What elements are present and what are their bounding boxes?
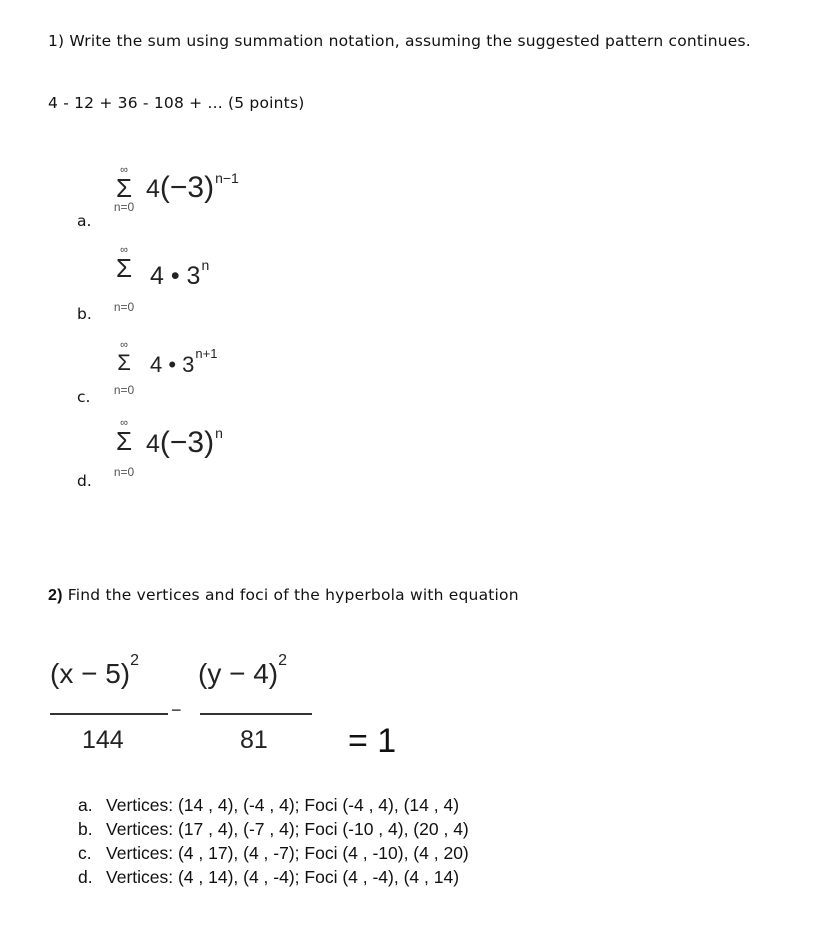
summation-symbol: ∞ Σ n=0 [113, 339, 135, 397]
fraction-2-denominator: 81 [240, 726, 268, 754]
fraction-1-bar [50, 713, 168, 715]
fraction-1-denominator: 144 [82, 726, 124, 754]
summation-symbol: ∞ Σ n=0 [113, 244, 135, 314]
fraction-2-bar [200, 713, 312, 715]
q1-option-d[interactable] [0, 415, 400, 495]
option-letter: b. [77, 305, 92, 323]
minus-sign: − [171, 700, 182, 720]
option-letter: a. [77, 212, 92, 230]
q1-option-a[interactable] [0, 160, 400, 235]
q1-option-b[interactable] [0, 243, 400, 323]
summation-symbol: ∞ Σ n=0 [113, 417, 135, 479]
summation-expression: $4(-3)^{n-1}$ [146, 170, 239, 204]
fraction-2-numerator: $(y - 4)^2$ [198, 652, 288, 689]
hyperbola-equation [40, 650, 420, 760]
summation-symbol: ∞ Σ n=0 [113, 164, 135, 214]
question-2-prompt: 2) Find the vertices and foci of the hyperbola with equation [48, 586, 519, 604]
option-letter: c. [77, 388, 91, 406]
summation-expression: 4 • $3^{n+1}$ [150, 346, 218, 377]
q2-option-a[interactable]: a. Vertices: (14 , 4), (-4 , 4); Foci (-4 , 4), (14 , 4) [78, 795, 460, 815]
q2-options-list [78, 793, 469, 889]
option-letter: d. [77, 472, 92, 490]
question-1-prompt: 1) Write the sum using summation notation, assuming the suggested pattern continues. [48, 32, 751, 50]
q2-option-b[interactable]: b. Vertices: (17 , 4), (-7 , 4); Foci (-10 , 4), (20 , 4) [78, 819, 469, 839]
fraction-1-numerator: $(x - 5)^2$ [50, 652, 140, 689]
equals-one: = 1 [348, 722, 397, 760]
q1-option-c[interactable] [0, 338, 400, 408]
summation-expression: 4 • 3$^n$ [150, 257, 210, 290]
summation-expression: $4(-3)^n$ [146, 425, 223, 459]
q2-option-d[interactable]: d. Vertices: (4 , 14), (4 , -4); Foci (4 , -4), (4 , 14) [78, 867, 460, 887]
question-1-series: 4 - 12 + 36 - 108 + ... (5 points) [48, 94, 305, 112]
q2-option-c[interactable]: c. Vertices: (4 , 17), (4 , -7); Foci (4 , -10), (4 , 20) [78, 843, 469, 863]
